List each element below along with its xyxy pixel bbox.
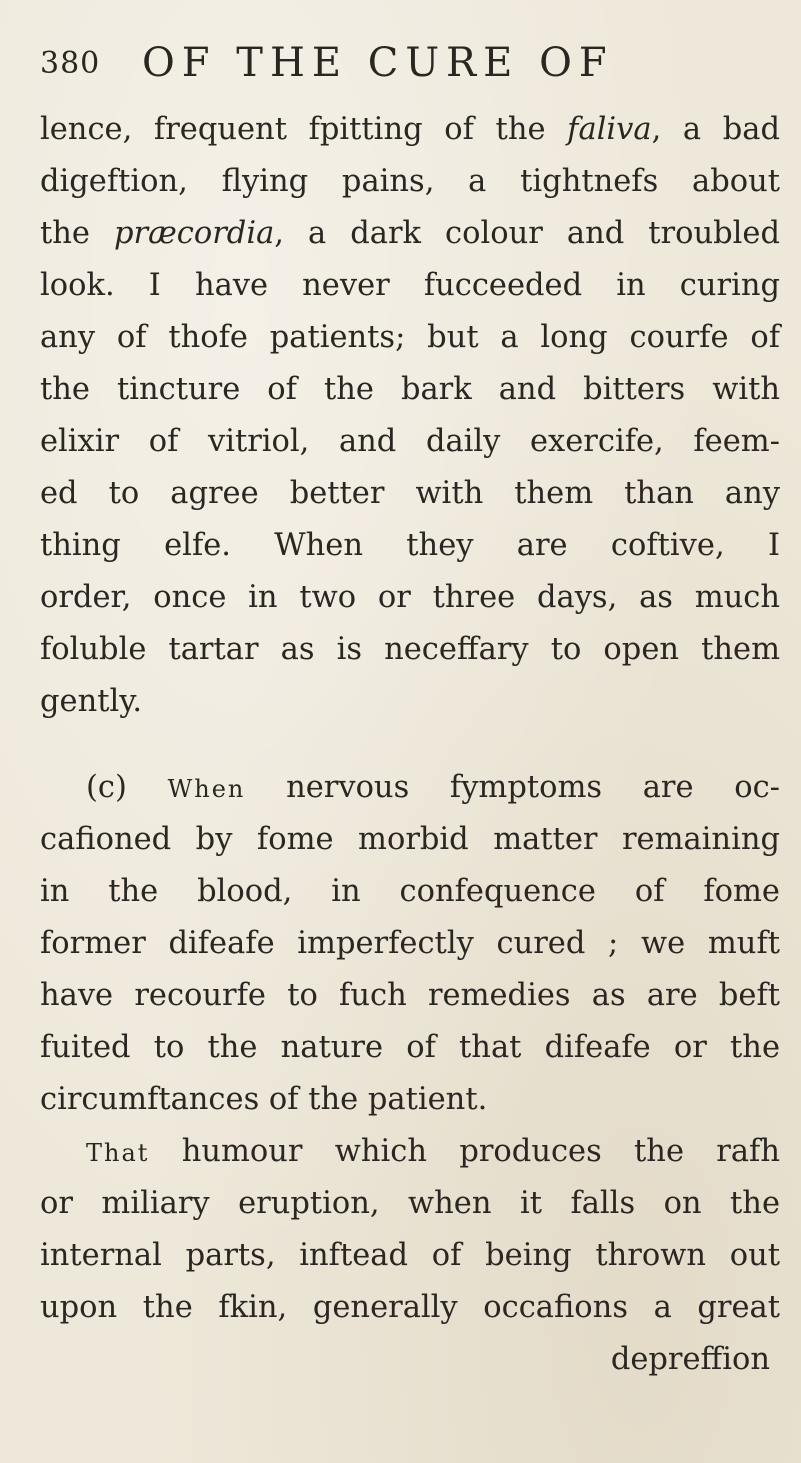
text-line: or miliary eruption, when it falls on the bbox=[40, 1186, 780, 1221]
text-line: ed to agree better with them than any bbox=[40, 476, 780, 511]
text-line: cafioned by fome morbid matter remaining bbox=[40, 822, 780, 857]
text-line: lence, frequent fpitting of the faliva, a bad bbox=[40, 112, 780, 147]
text-line: digeftion, flying pains, a tightnefs about bbox=[40, 164, 780, 199]
text-line: order, once in two or three days, as much bbox=[40, 580, 780, 615]
text-line: upon the fkin, generally occafions a great bbox=[40, 1290, 780, 1325]
running-head bbox=[40, 38, 760, 98]
text-line: internal parts, inftead of being thrown out bbox=[40, 1238, 780, 1273]
text-line: circumftances of the patient. bbox=[40, 1082, 488, 1117]
text-line: in the blood, in confequence of fome bbox=[40, 874, 780, 909]
text-line: look. I have never fucceeded in curing bbox=[40, 268, 780, 303]
page-number: 380 bbox=[40, 46, 101, 81]
text-line: (c) When nervous fymptoms are oc- bbox=[86, 770, 780, 805]
text-line: the tincture of the bark and bitters with bbox=[40, 372, 780, 407]
text-line: former difeafe imperfectly cured ; we muft bbox=[40, 926, 780, 961]
small-caps-lead: That bbox=[86, 1139, 150, 1167]
text-line: the præcordia, a dark colour and troubled bbox=[40, 216, 780, 251]
footnote-marker: (c) bbox=[86, 770, 127, 805]
catchword: depreffion bbox=[610, 1342, 770, 1377]
text-line: That humour which produces the rafh bbox=[86, 1134, 780, 1169]
text-line: foluble tartar as is neceffary to open them bbox=[40, 632, 780, 667]
text-line: gently. bbox=[40, 684, 143, 719]
text-line: elixir of vitriol, and daily exercife, feem- bbox=[40, 424, 780, 459]
body-text bbox=[40, 104, 780, 1386]
text-line: thing elfe. When they are coftive, I bbox=[40, 528, 780, 563]
text-line: have recourfe to fuch remedies as are beft bbox=[40, 978, 780, 1013]
running-title: OF THE CURE OF bbox=[142, 40, 614, 86]
text-line: fuited to the nature of that difeafe or the bbox=[40, 1030, 780, 1065]
paragraph-gap bbox=[40, 728, 780, 762]
text-line: any of thofe patients; but a long courfe of bbox=[40, 320, 780, 355]
small-caps-lead: When bbox=[167, 775, 246, 803]
